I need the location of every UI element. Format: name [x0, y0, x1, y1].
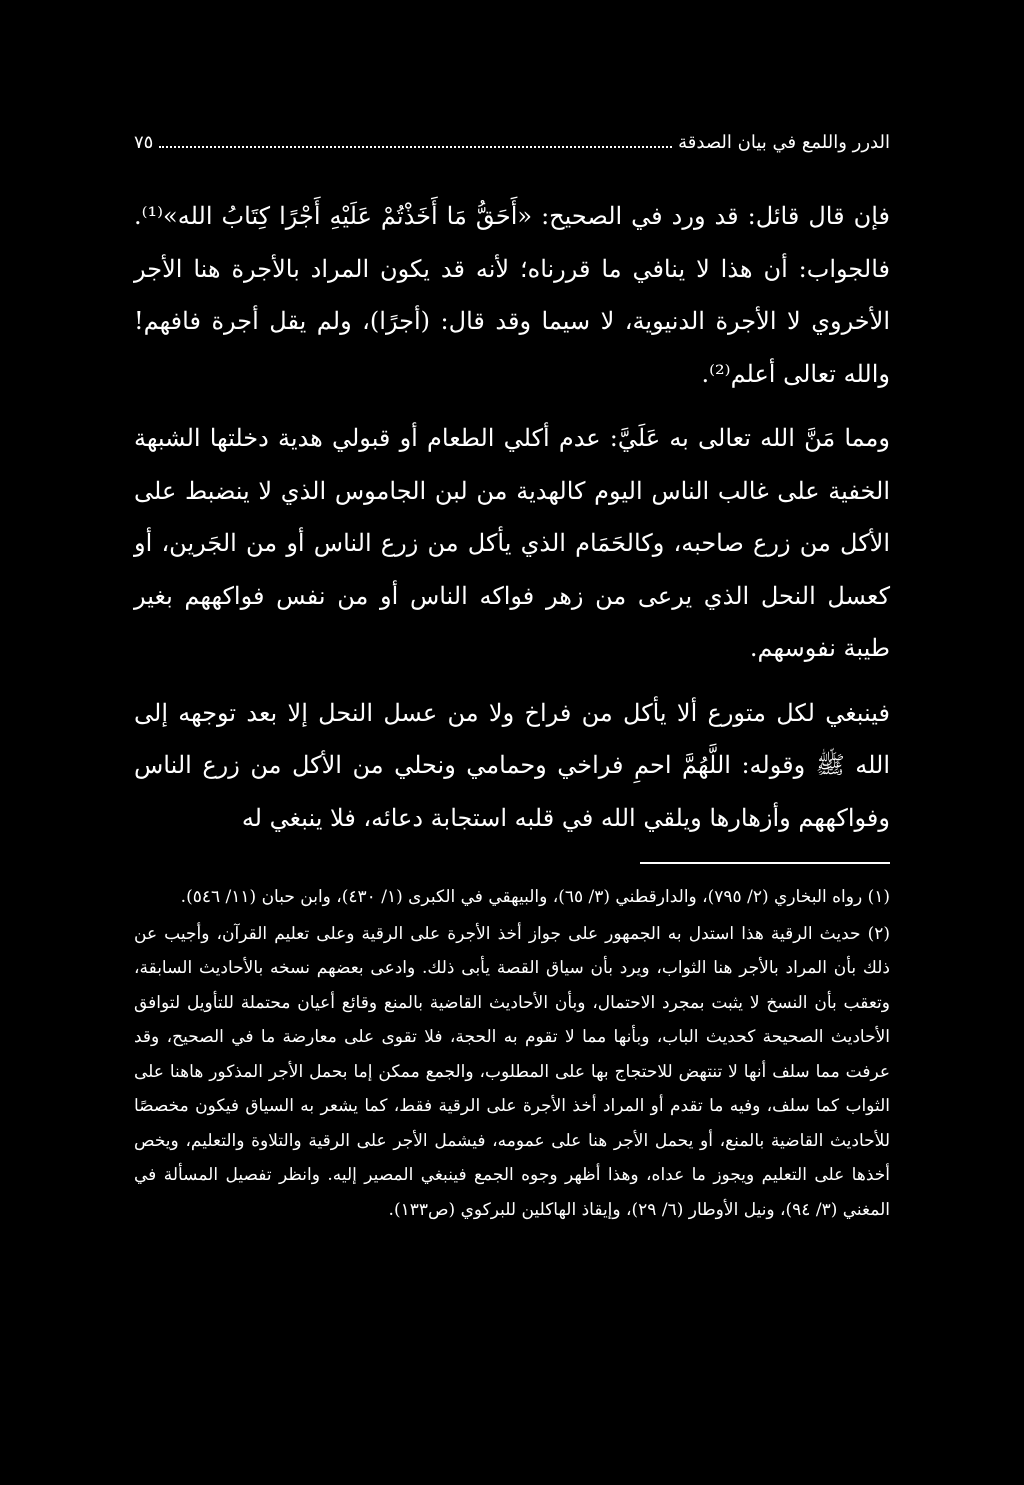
dot-leader	[159, 134, 672, 148]
paragraph-1: فإن قال قائل: قد ورد في الصحيح: «أَحَقُّ مَا أَخَذْتُمْ عَلَيْهِ أَجْرًا كِتَابُ الله»⁽¹⁾. فالجواب: أن هذا لا ينافي ما قررناه؛ لأنه قد يكون المراد بالأجرة هنا الأجر الأخروي لا الأجرة الدنيوية، لا سيما وقد قال: (أجرًا)، ولم يقل أجرة فافهم! والله تعالى أعلم⁽²⁾.	[134, 202, 891, 388]
footnote-2: (٢) حديث الرقية هذا استدل به الجمهور على جواز أخذ الأجرة على الرقية وعلى تعليم القرآن، وأجيب عن ذلك بأن المراد بالأجر هنا الثواب، ويرد بأن سياق القصة يأبى ذلك. وادعى بعضهم نسخه بالأحاديث السابقة، وتعقب بأن النسخ لا يثبت بمجرد الاحتمال، وبأن الأحاديث القاضية بالمنع وقائع أعيان محتملة للتأويل لتوافق الأحاديث الصحيحة كحديث الباب، وبأنها مما لا تقوم به الحجة، فلا تقوى على معارضة ما في الصحيح، وقد عرفت مما سلف أنها لا تنتهض للاحتجاج بها على المطلوب، والجمع ممكن إما بحمل الأجر المذكور هاهنا على الثواب كما سلف، وفيه ما تقدم أو المراد أخذ الأجرة على الرقية فقط، كما يشعر به السياق فيكون مخصصًا للأحاديث القاضية بالمنع، أو يحمل الأجر هنا على عمومه، فيشمل الأجر على الرقية والتلاوة والتعليم، ويخص أخذها على التعليم ويجوز ما عداه، وهذا أظهر وجوه الجمع فينبغي المصير إليه. وانظر تفصيل المسألة في المغني (٣/ ٩٤)، ونيل الأوطار (٦/ ٢٩)، وإيقاذ الهاكلين للبركوي (ص١٣٣).	[134, 923, 890, 1220]
book-title: الدرر واللمع في بيان الصدقة	[678, 132, 890, 153]
main-text	[134, 190, 890, 844]
footnote-1: (١) رواه البخاري (٢/ ٧٩٥)، والدارقطني (٣/ ٦٥)، والبيهقي في الكبرى (١/ ٤٣٠)، وابن حبان (١١/ ٥٤٦).	[180, 887, 890, 907]
footnotes	[134, 880, 890, 1227]
page	[134, 132, 890, 1227]
running-header	[134, 132, 890, 172]
page-number: ٧٥	[134, 132, 154, 153]
paragraph-2: ومما مَنَّ الله تعالى به عَلَيَّ: عدم أكلي الطعام أو قبولي هدية دخلتها الشبهة الخفية على غالب الناس اليوم كالهدية من لبن الجاموس الذي لا ينضبط على الأكل من زرع صاحبه، وكالحَمَام الذي يأكل من زرع الناس أو من الجَرين، أو كعسل النحل الذي يرعى من زهر فواكه الناس أو من نفس فواكههم بغير طيبة نفوسهم.	[134, 424, 890, 662]
paragraph-3: فينبغي لكل متورع ألا يأكل من فراخ ولا من عسل النحل إلا بعد توجهه إلى الله ﷺ وقوله: اللَّهُمَّ احمِ فراخي وحمامي ونحلي من الأكل من زرع الناس وفواكههم وأزهارها ويلقي الله في قلبه استجابة دعائه، فلا ينبغي له	[134, 698, 890, 832]
footnote-separator	[640, 862, 890, 864]
